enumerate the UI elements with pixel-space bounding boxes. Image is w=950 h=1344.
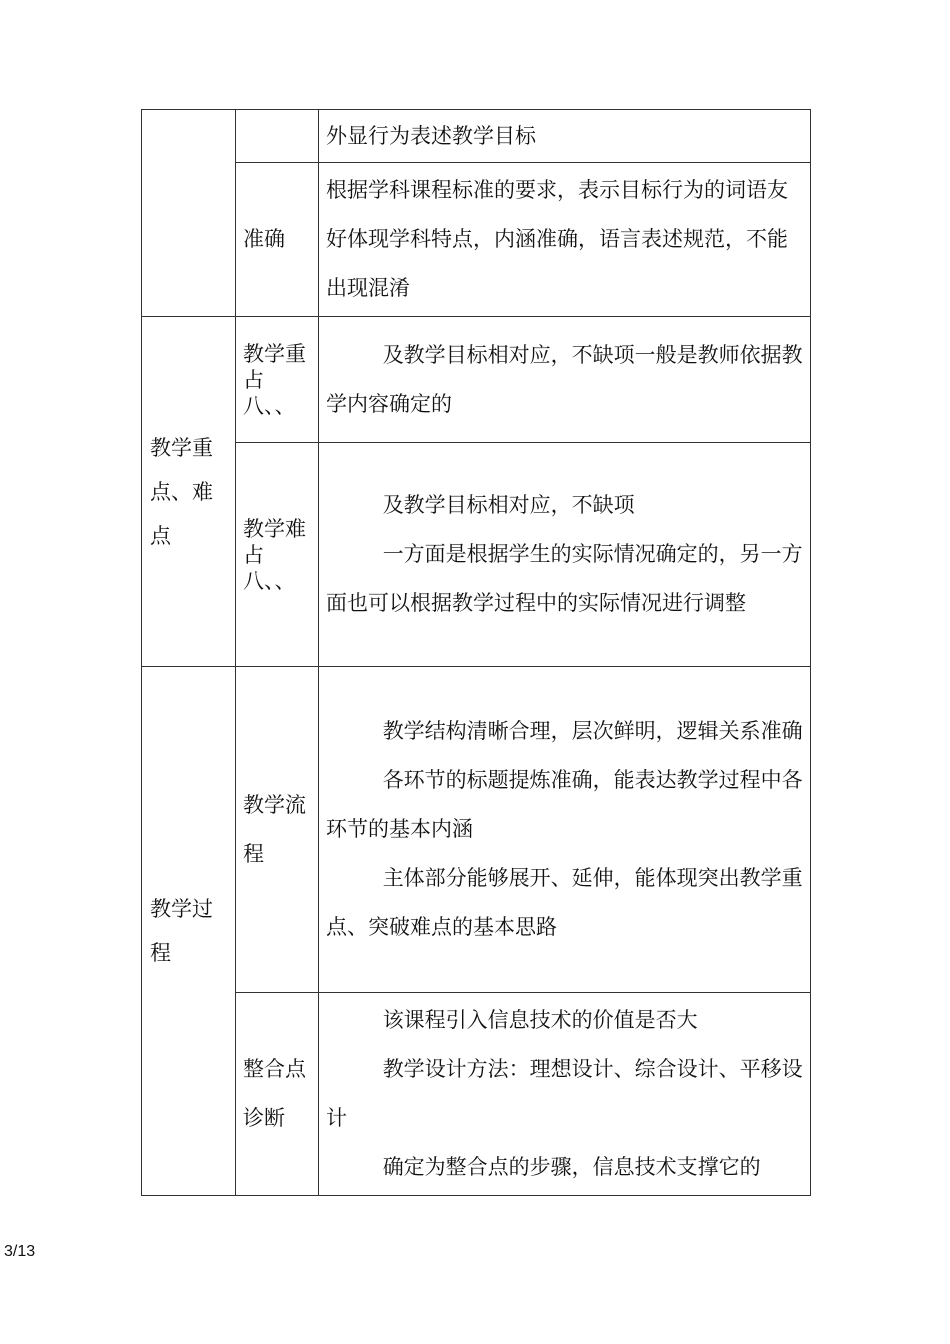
description-paragraph: 一方面是根据学生的实际情况确定的，另一方面也可以根据教学过程中的实际情况进行调整 — [326, 542, 803, 615]
criterion-cell — [236, 163, 319, 317]
criterion-label — [236, 329, 318, 431]
category-cell-empty — [142, 110, 236, 317]
category-label: 教学过程 — [150, 897, 213, 965]
description-text: 根据学科课程标准的要求，表示目标行为的词语友好体现学科特点，内涵准确，语言表述规范，不能出现混淆 — [326, 178, 788, 300]
category-cell — [142, 317, 236, 667]
description-paragraph: 主体部分能够展开、延伸，能体现突出教学重点、突破难点的基本思路 — [326, 866, 803, 939]
description-cell — [319, 163, 811, 317]
description-text: 外显行为表述教学目标 — [326, 123, 536, 148]
category-label: 教学重点、难点 — [150, 435, 213, 548]
page-number: 3/13 — [4, 1243, 36, 1260]
criterion-label-line: 八、、 — [243, 393, 296, 418]
table-row — [142, 110, 811, 163]
evaluation-table — [141, 109, 811, 1196]
criterion-label: 准确 — [243, 227, 285, 251]
table-row — [142, 667, 811, 993]
description-cell — [319, 993, 811, 1196]
description-text — [319, 331, 810, 429]
table-row — [142, 993, 811, 1196]
description-paragraph: 教学结构清晰合理，层次鲜明，逻辑关系准确 — [382, 719, 803, 743]
criterion-cell — [236, 110, 319, 163]
description-paragraph: 各环节的标题提炼准确，能表达教学过程中各环节的基本内涵 — [326, 768, 803, 841]
table-row — [142, 317, 811, 443]
table-row — [142, 163, 811, 317]
category-cell — [142, 667, 236, 1196]
description-text — [319, 996, 810, 1192]
criterion-cell — [236, 317, 319, 443]
criterion-cell — [236, 667, 319, 993]
description-paragraph: 及教学目标相对应，不缺项一般是教师依据教学内容确定的 — [326, 342, 803, 416]
criterion-label: 教学流程 — [243, 792, 306, 866]
criterion-cell — [236, 993, 319, 1196]
criterion-label — [236, 504, 318, 606]
description-paragraph: 及教学目标相对应，不缺项 — [382, 493, 635, 517]
criterion-label-line: 占 — [243, 367, 264, 392]
description-paragraph: 教学设计方法：理想设计、综合设计、平移设计 — [326, 1057, 803, 1130]
description-text — [319, 481, 810, 628]
criterion-label-line: 教学难 — [243, 516, 306, 541]
criterion-label-line: 教学重 — [243, 341, 306, 366]
description-cell — [319, 667, 811, 993]
criterion-label: 整合点诊断 — [243, 1057, 306, 1130]
description-cell — [319, 317, 811, 443]
description-text — [319, 707, 810, 952]
criterion-cell — [236, 443, 319, 667]
description-cell — [319, 443, 811, 667]
description-cell — [319, 110, 811, 163]
criterion-label-line: 占 — [243, 542, 264, 567]
table-row — [142, 443, 811, 667]
description-paragraph: 确定为整合点的步骤，信息技术支撑它的 — [382, 1155, 761, 1179]
description-paragraph: 该课程引入信息技术的价值是否大 — [382, 1008, 698, 1032]
criterion-label-line: 八、、 — [243, 568, 296, 593]
